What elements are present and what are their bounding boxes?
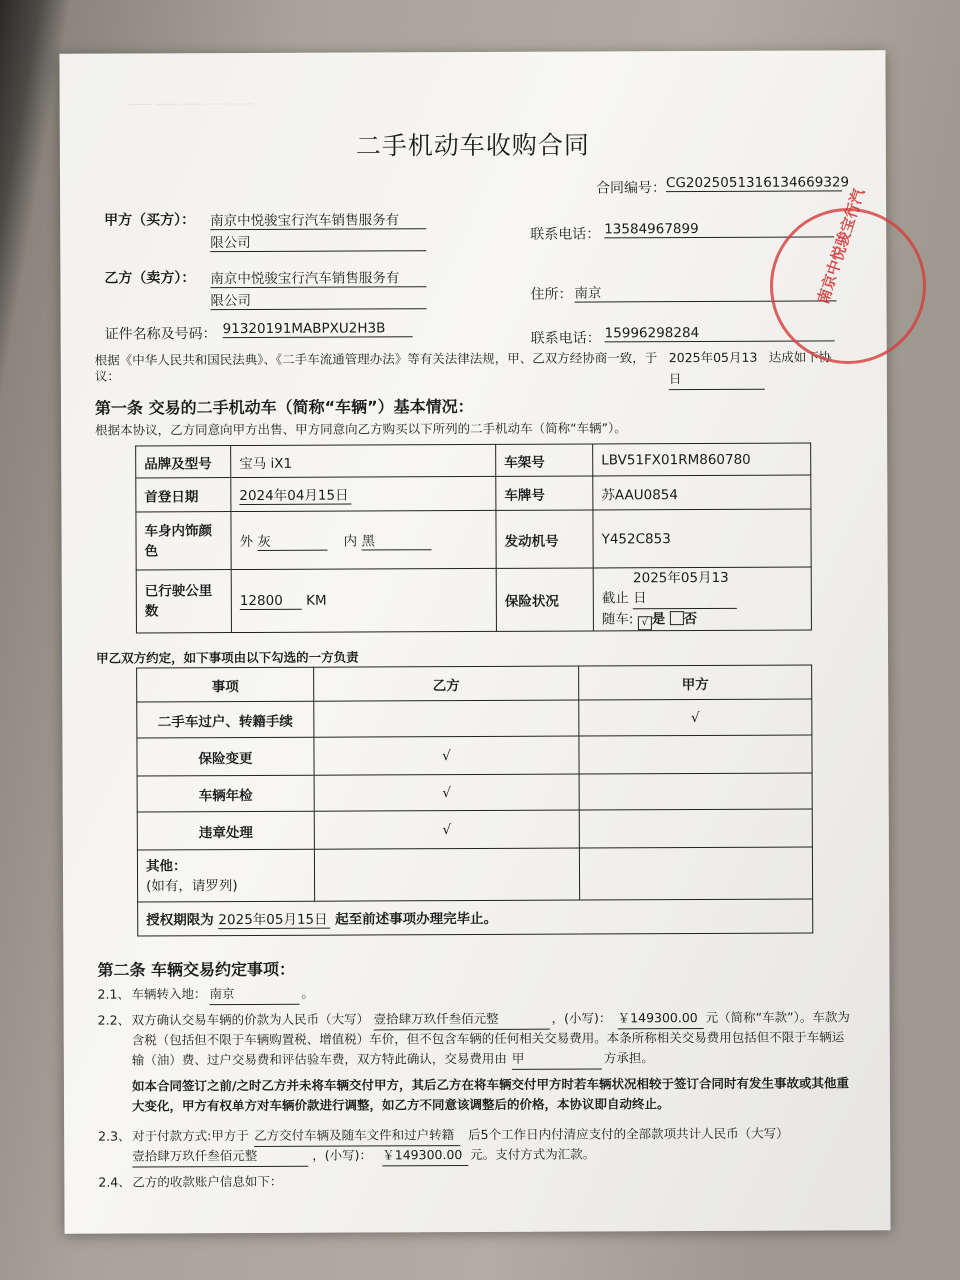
clause-2-2-upper: 壹拾肆万玖仟叁佰元整 [374,1008,550,1031]
clause-2-2-payer: 甲 [512,1047,602,1069]
article-2-heading: 第二条 车辆交易约定事项： [97,959,296,980]
engine-label: 发动机号 [496,510,593,568]
clause-2-1-label: 车辆转入地： [131,986,207,1002]
clause-2-3-condition: 乙方交付车辆及随车文件和过户转籍 [254,1124,460,1147]
party-b-name-line1: 南京中悦骏宝行汽车销售服务有 [210,266,426,288]
outer-color-value: 灰 [257,530,327,551]
duty-other-a[interactable] [579,847,812,900]
vehicle-row-1 [136,443,811,478]
reg-date-cell [231,476,496,511]
clause-2-2-line3b: 方承担。 [603,1050,654,1066]
clause-2-1-tail: 。 [301,985,315,1001]
clause-2-1-num: 2.1、 [97,986,130,1002]
vin-label: 车架号 [496,444,593,476]
plate-value: 苏AAU0854 [593,475,811,510]
brand-label: 品牌及型号 [136,446,231,478]
duty-item: 保险变更 [137,737,314,776]
party-b-id-label: 证件名称及号码： [104,326,217,343]
contract-no-value: CG20250513161346693​29 [665,174,850,192]
duty-item: 车辆年检 [137,775,314,812]
clause-2-2-text-a: 双方确认交易车辆的价款为人民币（大写） [131,1011,370,1028]
brand-value: 宝马 iX1 [231,444,496,477]
party-a-label: 甲方（买方）： [104,212,196,229]
clause-2-3-text-b: 后5个工作日内付清应支付的全部款项共计人民币（大写） [468,1125,789,1143]
insurance-yes-checkbox[interactable]: √ [638,616,652,630]
clause-2-3-text-c: ，(小写)： [312,1147,373,1163]
clause-2-2-text-c: 元（简称“车款”）。车款为 [705,1009,850,1025]
duty-row-violation [137,809,812,850]
party-b-name-line2: 限公司 [210,288,426,310]
clause-2-3-upper: 壹拾肆万玖仟叁佰元整 [132,1145,308,1168]
duty-row-authorization [138,899,813,936]
duty-b-check[interactable]: √ [314,810,579,849]
duties-intro: 甲乙双方约定，如下事项由以下勾选的一方负责 [96,649,359,666]
party-b-label: 乙方（卖方）： [104,270,196,287]
duty-a-check[interactable] [579,773,812,810]
duty-row-insurance [137,735,812,776]
duties-col-b: 乙方 [314,666,579,701]
insurance-follow-label: 随车: [601,611,634,628]
inner-color-value: 黑 [361,529,431,550]
duty-b-check[interactable]: √ [314,774,579,811]
party-a-phone: 13584967899 [604,220,834,238]
party-a-name-line1: 南京中悦骏宝行汽车销售服务有 [210,208,426,230]
duty-b-check[interactable] [314,700,579,737]
duty-other-b[interactable] [314,848,579,901]
article-1-heading: 第一条 交易的二手机动车（简称“车辆”）基本情况： [94,397,474,418]
contract-no-label: 合同编号： [595,180,667,197]
duty-row-inspection [137,773,812,812]
duties-col-a: 甲方 [579,665,812,700]
party-a-name-line2: 限公司 [210,230,426,252]
clause-2-3-text-a: 对于付款方式:甲方于 [132,1127,249,1144]
mileage-value: 12800 [240,592,302,609]
plate-label: 车牌号 [496,476,593,510]
duty-a-check[interactable] [579,809,812,848]
party-b-address: 南京 [574,280,836,302]
party-b-address-label: 住所： [530,286,573,303]
insurance-follow-row [602,609,803,631]
engine-value: Y452C853 [593,509,811,568]
vehicle-row-3 [136,509,811,570]
insurance-until-value: 2025年05月13日 [633,568,737,609]
preamble-date: 2025年05月13日 [669,347,765,390]
reg-date-label: 首登日期 [136,478,231,512]
color-label-line2: 色 [144,542,159,559]
insurance-until-label: 截止 [601,590,629,607]
insurance-label: 保险状况 [496,568,593,631]
mileage-label-line2: 数 [144,603,159,620]
company-seal-text: 南京中悦骏宝行汽 [813,186,869,307]
clause-2-3-num: 2.3、 [98,1128,131,1144]
clause-2-3-text-d: 元。支付方式为汇款。 [470,1146,596,1163]
reg-date-value: 2024年04月15日 [239,484,351,505]
duty-item: 二手车过户、转籍手续 [137,701,314,738]
preamble-text-3: 议： [94,368,120,384]
insurance-no-checkbox[interactable] [670,611,684,625]
mileage-unit: KM [306,592,327,609]
insurance-no-label: 否 [683,611,698,628]
duty-a-check[interactable] [579,735,812,774]
inner-color-label: 内 [343,533,358,550]
insurance-yes-label: 是 [651,611,666,628]
auth-label: 授权期限为 [146,912,214,929]
preamble-text-1: 根据《中华人民共和国民法典》、《二手车流通管理办法》等有关法律法规，甲、乙双方经协商一致，于 [94,350,658,368]
authorization-cell [138,899,813,936]
duty-other-label: 其他： [145,857,187,874]
duty-item: 违章处理 [137,811,314,850]
duties-header-row [137,665,812,702]
clause-2-2-line3a: 输（油）费、过户交易费和评估验车费，双方特此确认，交易费用由 [131,1050,507,1068]
duties-col-item: 事项 [137,667,314,702]
auth-tail: 起至前述事项办理完毕止。 [335,910,498,928]
mileage-cell [231,568,496,632]
vin-value: LBV51FX01RM860780 [593,443,811,476]
bleed-through-text: ─── ─── ─── ─── ─── [129,96,254,112]
clause-2-4-num: 2.4、 [98,1174,131,1190]
clause-2-2-text-b: ，(小写)： [551,1010,612,1026]
auth-date: 2025年05月15日 [218,908,330,929]
duties-table [136,665,813,937]
clause-2-2-line2: 含税（包括但不限于车辆购置税、增值税）车价，但不包含车辆的任何相关交易费用。本条所称相关交易费用包括但不限于车辆运 [131,1029,845,1048]
clause-2-3-lower: ￥149300.00 [382,1144,468,1166]
party-b-phone: 15996298284 [605,324,835,342]
clause-2-2-num: 2.2、 [97,1012,131,1028]
insurance-until-row [602,568,803,610]
adjustment-clause-line2: 大变化，甲方有权单方对车辆价款进行调整，如乙方不同意该调整后的价格，本协议即自动终止。 [131,1096,670,1114]
party-b-id-value: 91320191MABPXU2H3B [223,320,413,338]
vehicle-row-4 [136,567,811,633]
color-label-cell [136,512,231,570]
color-cell [231,510,496,569]
preamble-text-2: 达成如下协 [768,349,832,365]
clause-2-4-text: 乙方的收款账户信息如下： [132,1173,283,1190]
article-1-intro: 根据本协议，乙方同意向甲方出售、甲方同意向乙方购买以下所列的二手机动车（简称“车辆”）。 [95,420,627,438]
contract-page [59,50,890,1234]
duty-a-check[interactable]: √ [579,699,812,736]
duty-row-transfer [137,699,812,738]
mileage-label-line1: 已行驶公里 [144,583,213,600]
insurance-cell [593,567,811,631]
document-title: 二手机动车收购合同 [355,130,590,161]
outer-color-label: 外 [239,533,254,551]
party-a-phone-label: 联系电话： [530,226,601,243]
adjustment-clause-line1: 如本合同签订之前/之时乙方并未将车辆交付甲方，其后乙方在将车辆交付甲方时若车辆状况相较于签订合同时有发生事故或其他重 [131,1075,850,1094]
mileage-label-cell [136,570,231,633]
color-label-line1: 车身内饰颜 [144,522,213,539]
vehicle-row-2 [136,475,811,512]
duty-row-other [137,847,812,902]
vehicle-info-table [135,443,812,634]
clause-2-2-lower: ￥149300.00 [618,1007,704,1029]
clause-2-1-value: 南京 [209,983,299,1005]
duty-other-note: (如有，请罗列) [146,877,238,894]
party-b-phone-label: 联系电话： [530,330,601,347]
duty-other-cell [137,849,314,902]
duty-b-check[interactable]: √ [314,736,579,775]
